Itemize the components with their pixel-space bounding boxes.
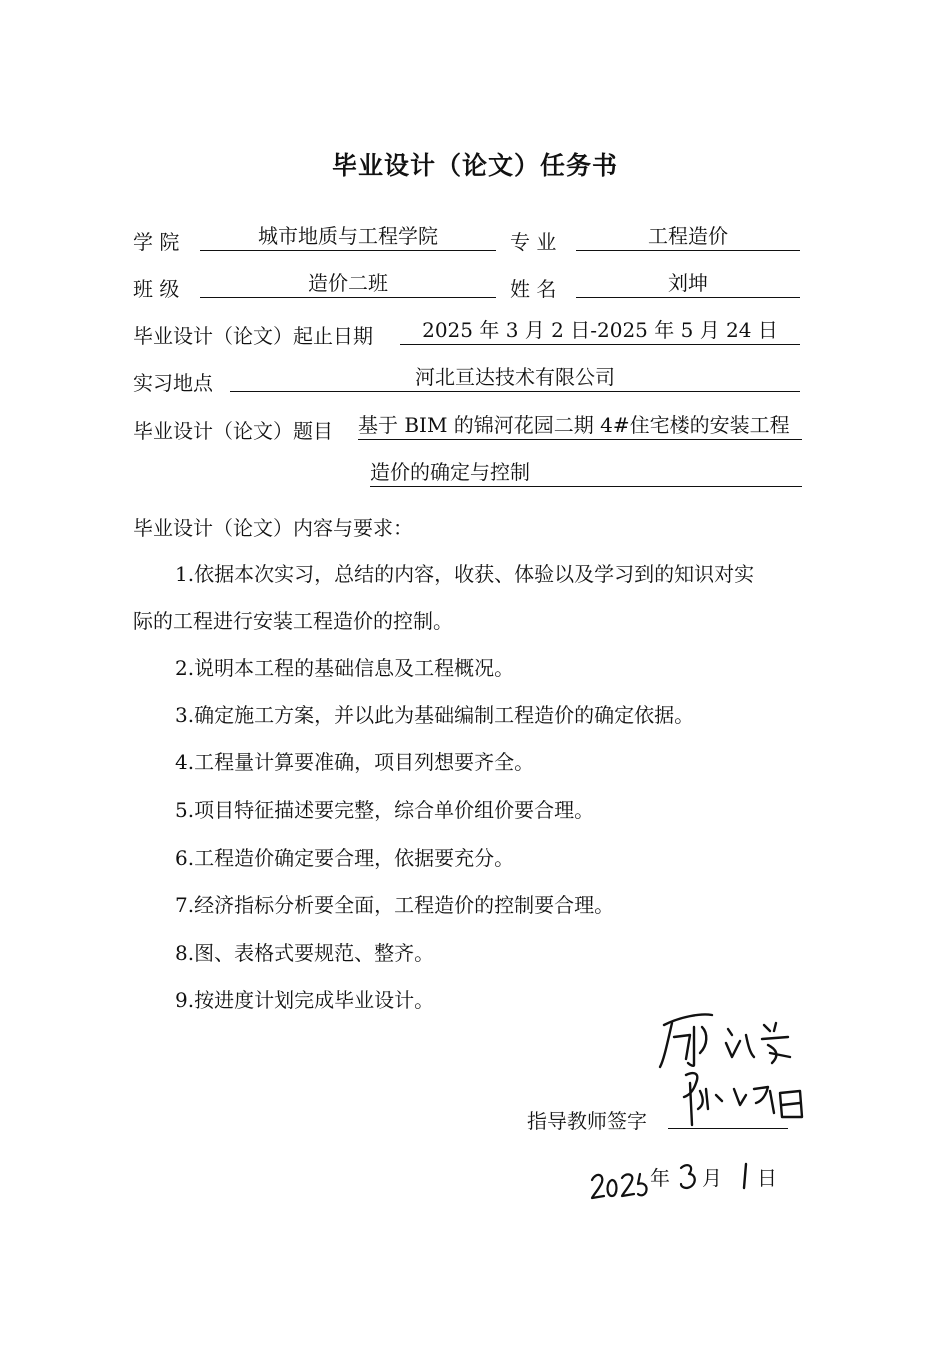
handwritten-date-day [738,1160,754,1192]
requirement-item: 2.说明本工程的基础信息及工程概况。 [175,656,515,680]
requirement-item: 3.确定施工方案，并以此为基础编制工程造价的确定依据。 [175,703,695,727]
requirement-item: 9.按进度计划完成毕业设计。 [175,988,435,1012]
class-label: 班 级 [133,277,180,301]
requirement-item: 际的工程进行安装工程造价的控制。 [133,609,453,633]
location-value: 河北亘达技术有限公司 [230,365,800,392]
college-label: 学 院 [133,230,180,254]
topic-value-line1: 基于 BIM 的锦河花园二期 4#住宅楼的安装工程 [358,413,802,440]
topic-value-line2: 造价的确定与控制 [370,460,802,487]
date-day-char: 日 [757,1166,777,1190]
date-month-value: 3 [675,1160,676,1161]
advisor-signature-label: 指导教师签字 [527,1109,647,1133]
location-label: 实习地点 [133,371,213,395]
requirement-item: 5.项目特征描述要完整，综合单价组价要合理。 [175,798,595,822]
requirement-item: 8.图、表格式要规范、整齐。 [175,941,435,965]
major-value: 工程造价 [576,224,800,251]
class-value: 造价二班 [200,271,496,298]
college-value: 城市地质与工程学院 [200,224,496,251]
date-year-char: 年 [650,1166,670,1190]
requirement-item: 4.工程量计算要准确，项目列想要齐全。 [175,750,535,774]
topic-label: 毕业设计（论文）题目 [133,419,333,443]
requirement-item: 6.工程造价确定要合理，依据要充分。 [175,846,515,870]
requirements-heading: 毕业设计（论文）内容与要求： [133,516,413,540]
name-value: 刘坤 [576,271,800,298]
major-label: 专 业 [510,230,557,254]
date-month-char: 月 [702,1166,722,1190]
requirement-item: 7.经济指标分析要全面，工程造价的控制要合理。 [175,893,615,917]
date-day-value: 1 [738,1160,739,1161]
handwritten-date-year [588,1166,650,1206]
document-title: 毕业设计（论文）任务书 [331,151,618,180]
dates-label: 毕业设计（论文）起止日期 [133,324,373,348]
handwritten-signature [650,1005,820,1165]
dates-value: 2025 年 3 月 2 日-2025 年 5 月 24 日 [400,318,800,345]
name-label: 姓 名 [510,277,557,301]
requirement-item: 1.依据本次实习，总结的内容，收获、体验以及学习到的知识对实 [175,562,755,586]
date-year-value: 2025 [588,1166,591,1167]
handwritten-date-month [675,1160,701,1196]
